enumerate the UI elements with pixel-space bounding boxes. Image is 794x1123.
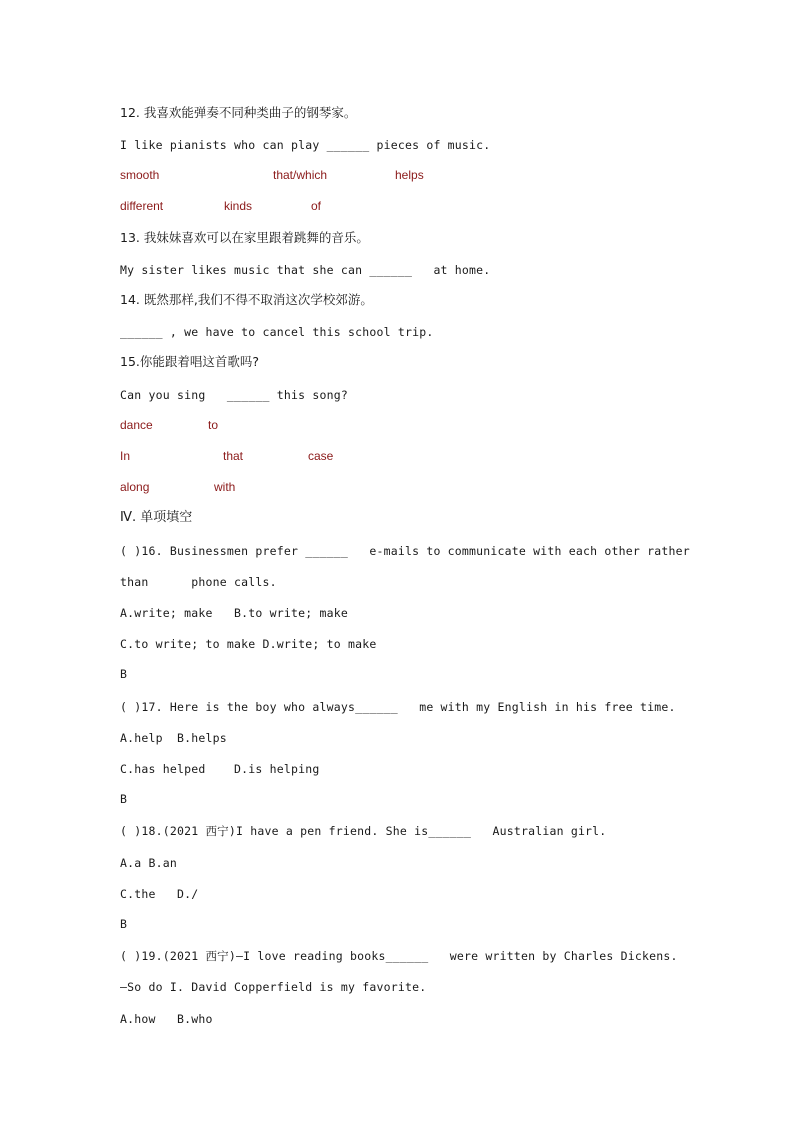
q14-prompt: 14. 既然那样,我们不得不取消这次学校郊游。 (120, 292, 373, 307)
q18-answer: B (120, 917, 128, 931)
q16-options1: A.write; make B.to write; make (120, 606, 348, 620)
q16-line2: than phone calls. (120, 575, 277, 589)
q18-line1: ( )18.(2021 西宁)I have a pen friend. She is______ Australian girl. (120, 824, 607, 838)
q19-line2: —So do I. David Copperfield is my favorite. (120, 980, 427, 994)
q12-word: of (311, 199, 322, 213)
q15-word: that (223, 449, 244, 463)
q18-options2: C.the D./ (120, 887, 199, 901)
q17-answer: B (120, 792, 128, 806)
q15-word: In (120, 449, 131, 463)
q12-word: that/which (273, 168, 328, 182)
q12-prompt: 12. 我喜欢能弹奏不同种类曲子的钢琴家。 (120, 105, 357, 120)
q17-options1: A.help B.helps (120, 731, 227, 745)
q13-sentence: My sister likes music that she can ______ at home. (120, 263, 491, 277)
q12-sentence: I like pianists who can play ______ pieces of music. (120, 138, 491, 152)
q13-prompt: 13. 我妹妹喜欢可以在家里跟着跳舞的音乐。 (120, 230, 369, 245)
q14-sentence: ______ , we have to cancel this school trip. (120, 325, 434, 339)
q19-options1: A.how B.who (120, 1012, 213, 1026)
q15-sentence: Can you sing ______ this song? (120, 388, 348, 402)
q16-line1: ( )16. Businessmen prefer ______ e-mails to communicate with each other rather (120, 544, 690, 558)
q15-word: to (208, 418, 219, 432)
q15-word: dance (120, 418, 153, 432)
q17-options2: C.has helped D.is helping (120, 762, 320, 776)
q17-line1: ( )17. Here is the boy who always______ me with my English in his free time. (120, 700, 676, 714)
q16-answer: B (120, 667, 128, 681)
q15-word: with (214, 480, 236, 494)
q15-word: along (120, 480, 150, 494)
q16-options2: C.to write; to make D.write; to make (120, 637, 377, 651)
q12-word: different (120, 199, 164, 213)
q12-word: smooth (120, 168, 160, 182)
q19-line1: ( )19.(2021 西宁)—I love reading books______ were written by Charles Dickens. (120, 949, 678, 963)
q15-word: case (308, 449, 334, 463)
q18-options1: A.a B.an (120, 856, 177, 870)
section-heading: Ⅳ. 单项填空 (120, 510, 193, 525)
q12-word: helps (395, 168, 424, 182)
q15-prompt: 15.你能跟着唱这首歌吗? (120, 354, 260, 369)
q12-word: kinds (224, 199, 253, 213)
